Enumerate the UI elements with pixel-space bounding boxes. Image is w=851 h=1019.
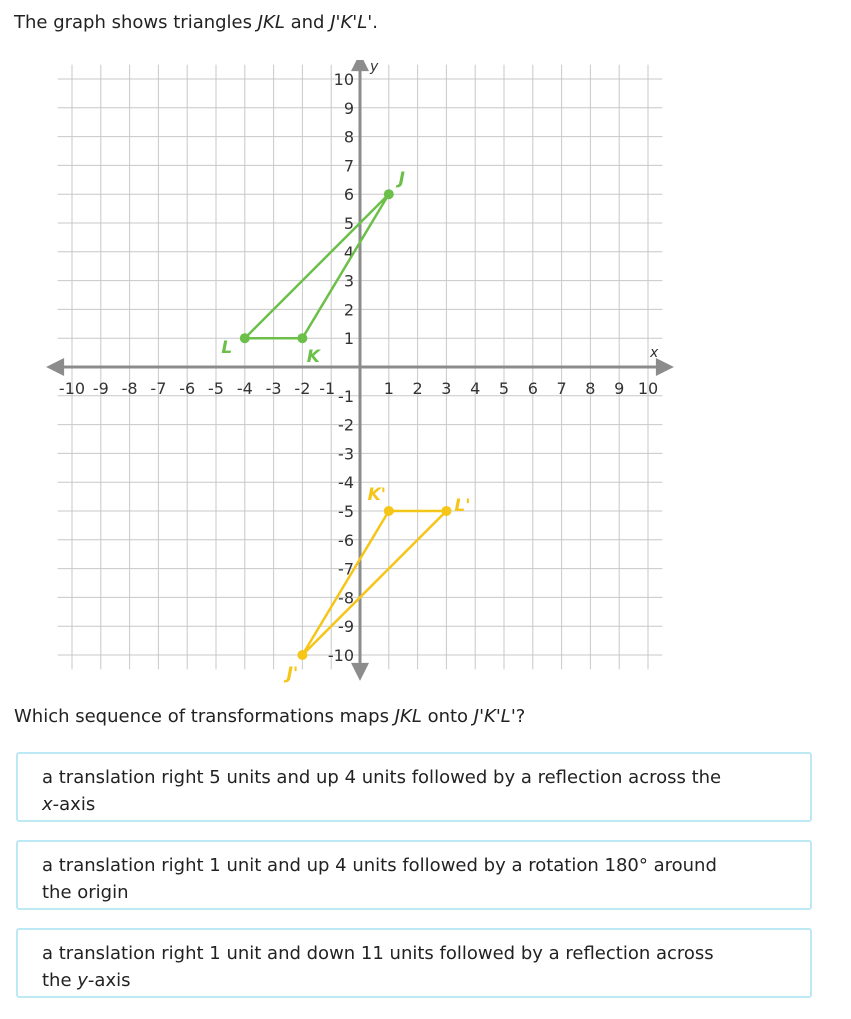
axes (46, 60, 674, 681)
y-tick-label: 10 (333, 70, 354, 89)
x-tick-label: -3 (265, 379, 282, 398)
x-axis-label: x (650, 345, 659, 361)
y-tick-label: 4 (343, 242, 354, 262)
answer-choice-3[interactable] (16, 928, 812, 998)
choice-1-var: x (42, 794, 53, 815)
choice-2-main: a translation right 1 unit and up 4 units followed by a rotation 180° around (42, 855, 717, 876)
y-tick-label: -10 (327, 646, 354, 665)
triangle-jkl-prime-vertex-label-3: L' (454, 496, 471, 516)
choice-3-var: y (77, 970, 88, 991)
x-tick-label: 7 (556, 379, 567, 398)
x-tick-label: 3 (441, 379, 452, 398)
y-tick-label: 5 (343, 214, 354, 233)
x-tick-label: -4 (236, 379, 253, 398)
triangle-jkl-prime-vertex-2 (384, 506, 394, 516)
triangle-jkl-prime-outline (302, 511, 446, 655)
triangle-jkl-vertex-3 (240, 333, 250, 343)
y-tick-label: -5 (338, 502, 354, 521)
prompt-before: The graph shows triangles (14, 12, 258, 33)
x-tick-label: -5 (208, 379, 224, 398)
triangle-jkl-prime-vertex-3 (441, 506, 451, 516)
question-text (14, 706, 525, 727)
y-tick-label: 9 (343, 98, 354, 118)
triangle-jkl-vertex-label-1: J (398, 169, 405, 190)
x-tick-label: 9 (614, 379, 625, 398)
y-tick-label: 8 (343, 127, 354, 147)
x-tick-label: -8 (121, 379, 138, 398)
choice-3-tail-pre: the (42, 970, 78, 991)
x-axis-arrow-left (46, 358, 64, 376)
y-tick-label: 7 (343, 156, 354, 176)
triangle-jkl-prime-vertex-1 (297, 650, 307, 660)
x-tick-label: 8 (585, 379, 596, 398)
prompt-mid: and (284, 12, 331, 33)
y-axis-label: y (370, 60, 379, 75)
x-tick-label: -7 (150, 379, 167, 398)
x-tick-label: 4 (470, 379, 481, 398)
y-tick-label: -6 (338, 530, 354, 550)
choice-1-main: a translation right 5 units and up 4 units followed by a reflection across the (42, 767, 722, 788)
triangle-jkl-prime-vertex-label-1: J' (286, 664, 299, 684)
coordinate-graph (40, 60, 680, 685)
y-tick-label: -7 (338, 559, 354, 579)
choice-2-tail: the origin (42, 882, 129, 903)
answer-choice-1[interactable] (16, 752, 812, 822)
x-tick-label: 6 (527, 379, 538, 398)
y-tick-label: -4 (338, 473, 354, 493)
y-tick-label: -1 (338, 386, 354, 406)
triangle-jkl-prime-vertex-label-2: K' (367, 485, 386, 505)
y-tick-label: 3 (343, 271, 354, 291)
x-axis-arrow-right (656, 358, 674, 376)
prompt-triangle-1: JKL (257, 12, 285, 33)
x-tick-label: 10 (637, 379, 659, 398)
x-tick-label: 2 (412, 379, 423, 398)
y-axis-arrow-down (351, 663, 369, 681)
x-tick-label: -6 (179, 379, 196, 398)
question-after: ? (515, 706, 526, 727)
x-tick-label: -10 (58, 379, 86, 398)
y-tick-label: 2 (343, 300, 354, 320)
answer-choice-2[interactable] (16, 840, 812, 910)
prompt-triangle-2: J'K'L' (330, 12, 373, 33)
prompt-after: . (372, 12, 378, 33)
y-tick-label: 6 (343, 185, 354, 205)
x-tick-label: -9 (92, 379, 109, 398)
x-tick-label: 1 (383, 379, 394, 398)
triangle-jkl-outline (245, 194, 389, 338)
triangle-jkl-vertex-label-3: L (221, 338, 233, 359)
triangle-jkl-vertex-label-2: K (306, 347, 320, 368)
y-tick-label: -9 (338, 617, 354, 637)
choice-1-tail: -axis (52, 794, 96, 815)
triangle-jkl-vertex-1 (384, 189, 394, 199)
x-tick-label: -2 (294, 379, 311, 398)
x-tick-label: 5 (498, 379, 510, 398)
y-tick-label: -2 (338, 415, 354, 435)
question-before: Which sequence of transformations maps (14, 706, 395, 727)
question-triangle-2: J'K'L' (473, 706, 516, 727)
y-tick-label: -3 (338, 444, 354, 464)
choice-3-tail: -axis (87, 970, 131, 991)
question-triangle-1: JKL (394, 706, 422, 727)
triangle-jkl-vertex-2 (297, 333, 307, 343)
question-mid: onto (421, 706, 474, 727)
x-tick-label: -1 (319, 379, 336, 398)
prompt-text (14, 12, 378, 33)
y-tick-label: 1 (343, 329, 354, 349)
choice-3-main: a translation right 1 unit and down 11 units followed by a reflection across (42, 943, 714, 964)
y-tick-label: -8 (338, 588, 354, 608)
